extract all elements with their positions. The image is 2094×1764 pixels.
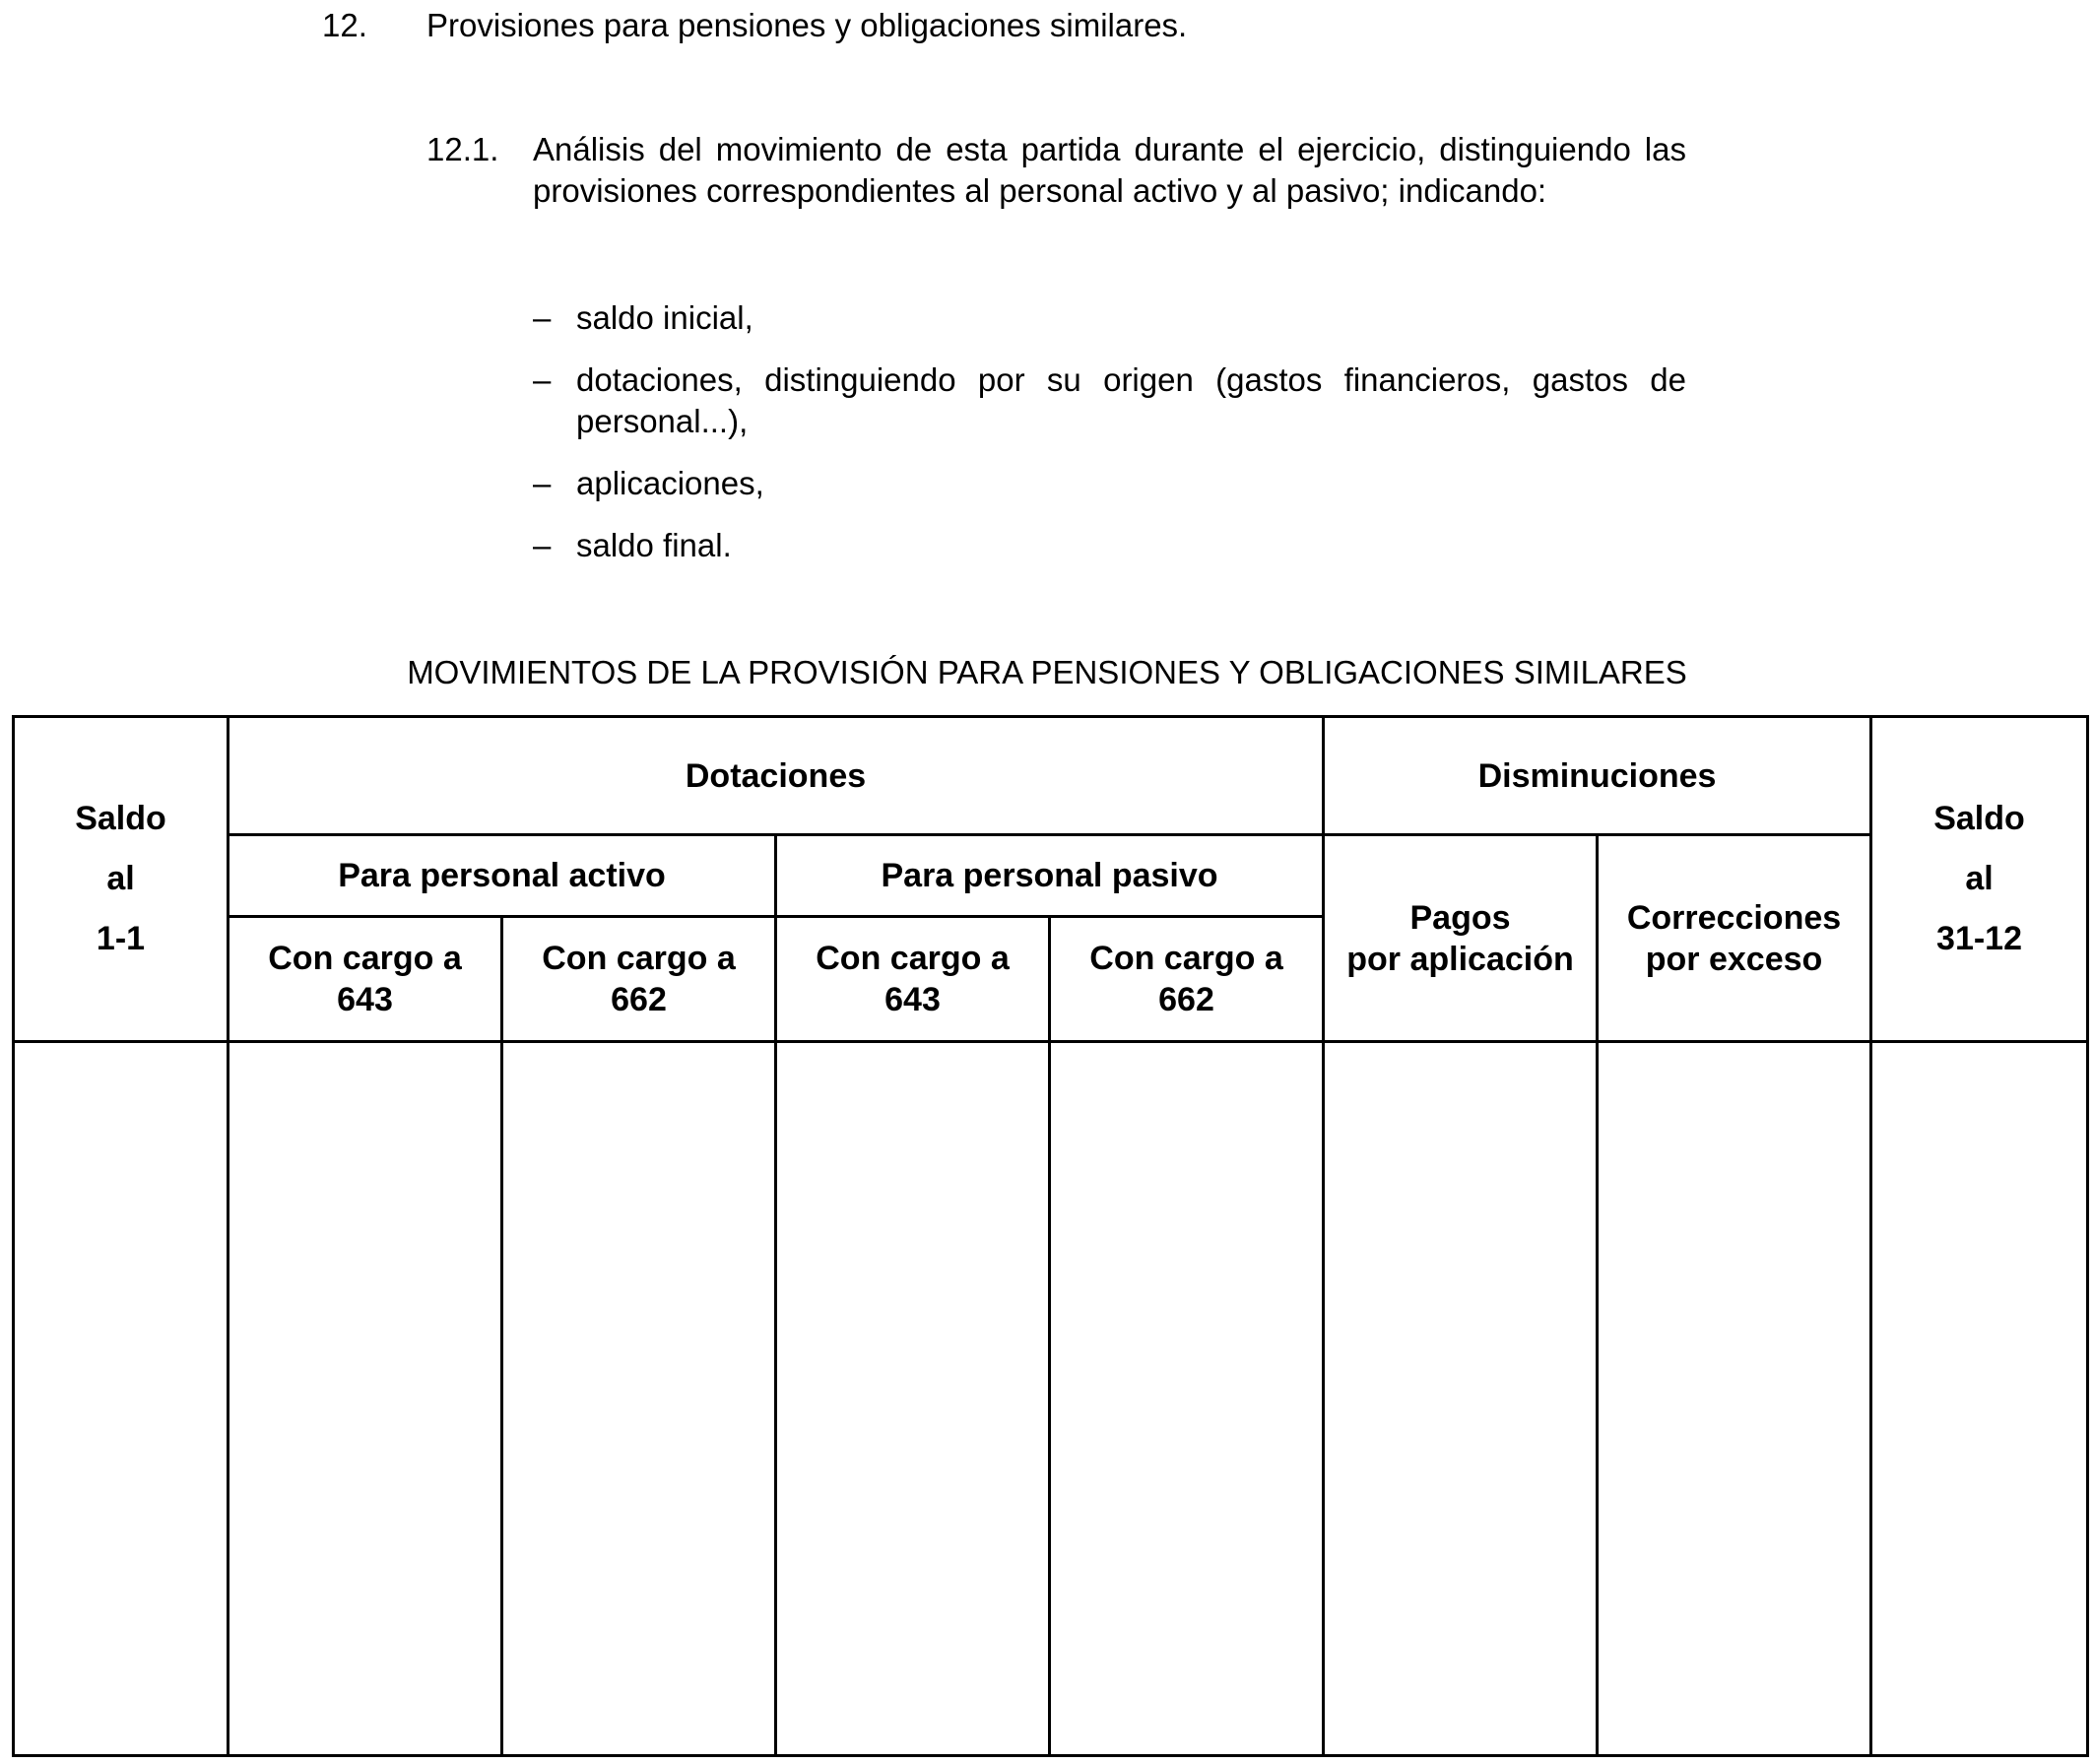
section-title: Provisiones para pensiones y obligaciones similares. bbox=[426, 7, 1188, 43]
cell-cargo-643-pasivo bbox=[776, 1042, 1050, 1756]
header-saldo-inicial: Saldo al 1-1 bbox=[14, 717, 229, 1042]
section-number: 12. bbox=[322, 7, 367, 43]
header-personal-activo: Para personal activo bbox=[229, 835, 776, 917]
cell-saldo-final bbox=[1871, 1042, 2088, 1756]
movements-table bbox=[12, 715, 2089, 1757]
header-cargo-643-activo: Con cargo a 643 bbox=[229, 917, 502, 1042]
cell-cargo-662-activo bbox=[502, 1042, 776, 1756]
subsection-text: Análisis del movimiento de esta partida durante el ejercicio, distinguiendo las provisiones correspondientes al personal activo y al pasivo; indicando: bbox=[533, 131, 1686, 209]
table-row bbox=[14, 1042, 2088, 1756]
header-cargo-643-pasivo: Con cargo a 643 bbox=[776, 917, 1050, 1042]
header-saldo-final: Saldo al 31-12 bbox=[1871, 717, 2088, 1042]
cell-pagos bbox=[1324, 1042, 1598, 1756]
header-correcciones: Correcciones por exceso bbox=[1598, 835, 1871, 1042]
list-item: saldo inicial, bbox=[576, 299, 753, 336]
header-dotaciones: Dotaciones bbox=[229, 717, 1324, 835]
list-item: aplicaciones, bbox=[576, 465, 764, 501]
header-disminuciones: Disminuciones bbox=[1324, 717, 1871, 835]
header-pagos: Pagos por aplicación bbox=[1324, 835, 1598, 1042]
cell-saldo-inicial bbox=[14, 1042, 229, 1756]
header-cargo-662-pasivo: Con cargo a 662 bbox=[1050, 917, 1324, 1042]
cell-cargo-643-activo bbox=[229, 1042, 502, 1756]
header-personal-pasivo: Para personal pasivo bbox=[776, 835, 1324, 917]
list-dash: – bbox=[533, 527, 552, 563]
cell-cargo-662-pasivo bbox=[1050, 1042, 1324, 1756]
list-dash: – bbox=[533, 361, 552, 398]
list-item: saldo final. bbox=[576, 527, 732, 563]
header-cargo-662-activo: Con cargo a 662 bbox=[502, 917, 776, 1042]
cell-correcciones bbox=[1598, 1042, 1871, 1756]
list-item: dotaciones, distinguiendo por su origen (gastos financieros, gastos de personal...), bbox=[576, 361, 1686, 439]
list-dash: – bbox=[533, 299, 552, 336]
table-title: MOVIMIENTOS DE LA PROVISIÓN PARA PENSIONES Y OBLIGACIONES SIMILARES bbox=[407, 654, 1687, 690]
list-dash: – bbox=[533, 465, 552, 501]
subsection-number: 12.1. bbox=[426, 131, 499, 167]
